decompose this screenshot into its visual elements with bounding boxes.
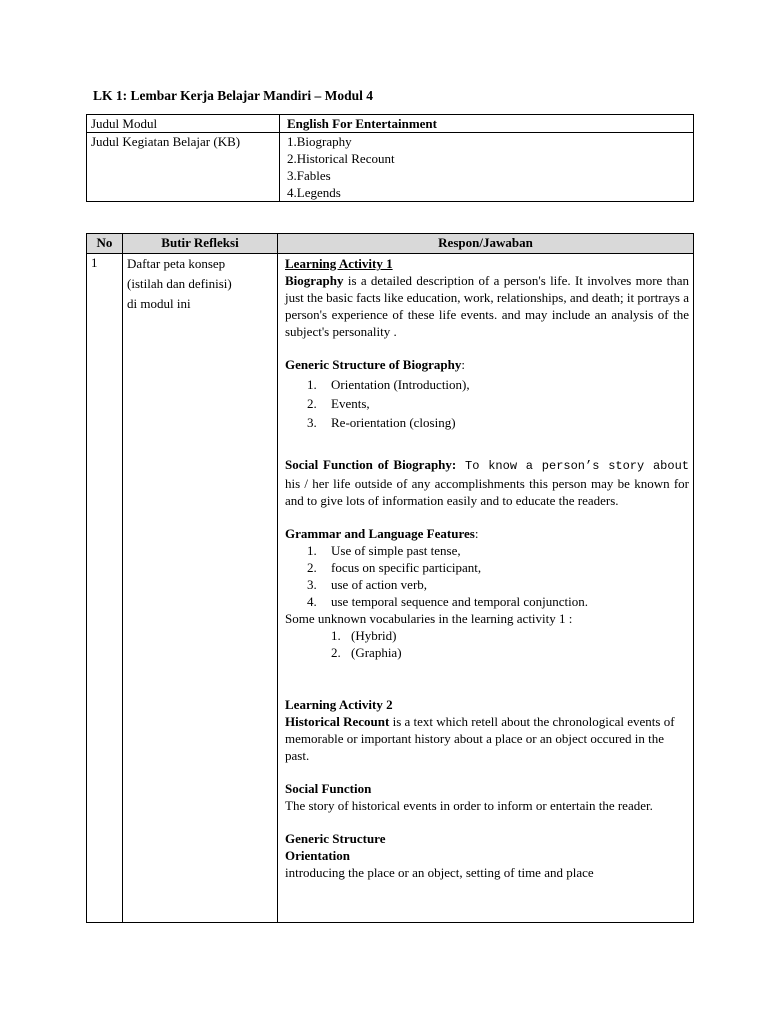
- social-text-mono: To know a person’s story about: [456, 459, 689, 473]
- recount-term: Historical Recount: [285, 714, 390, 729]
- kb-label: Judul Kegiatan Belajar (KB): [87, 133, 280, 202]
- kb-item: 1.Biography: [287, 134, 352, 149]
- list-item: 3. Re-orientation (closing): [307, 415, 456, 430]
- biography-term: Biography: [285, 273, 344, 288]
- list-item: 2. (Graphia): [331, 645, 402, 660]
- la2-social-heading: Social Function: [285, 781, 372, 796]
- page-title: LK 1: Lembar Kerja Belajar Mandiri – Modul 4: [93, 88, 373, 103]
- kb-item: 4.Legends: [287, 185, 341, 200]
- la2-structure-heading: Generic Structure: [285, 831, 386, 846]
- vocab-list: [285, 627, 689, 661]
- list-item-text: Re-orientation (closing): [331, 415, 456, 430]
- list-item: 1. (Hybrid): [331, 628, 397, 643]
- grammar-colon: :: [474, 526, 479, 541]
- reflection-table: [86, 233, 694, 923]
- la2-heading: Learning Activity 2: [285, 697, 393, 712]
- judul-modul-label: Judul Modul: [87, 115, 280, 133]
- header-butir: Butir Refleksi: [123, 234, 278, 254]
- list-item-text: focus on specific participant,: [331, 560, 482, 575]
- orientation-heading: Orientation: [285, 848, 350, 863]
- butir-line: (istilah dan definisi): [127, 276, 232, 291]
- list-item: 1. Orientation (Introduction),: [307, 377, 470, 392]
- butir-line: di modul ini: [127, 296, 191, 311]
- social-text: his / her life outside of any accomplishments this person may be known for and to give lots of information easily and to educate the readers.: [285, 476, 689, 508]
- judul-modul-value: English For Entertainment: [280, 115, 694, 133]
- list-item-text: use of action verb,: [331, 577, 428, 592]
- la2-social-text: The story of historical events in order to inform or entertain the reader.: [285, 798, 653, 813]
- list-item: 2. Events,: [307, 396, 370, 411]
- vocab-intro: Some unknown vocabularies in the learning activity 1 :: [285, 611, 573, 626]
- orientation-text: introducing the place or an object, setting of time and place: [285, 865, 594, 880]
- list-item: 1. Use of simple past tense,: [307, 543, 461, 558]
- response-cell: [278, 254, 694, 923]
- list-item-text: (Graphia): [351, 645, 402, 660]
- list-item: 3. use of action verb,: [307, 577, 428, 592]
- module-info-table: [86, 114, 694, 202]
- list-item: 4. use temporal sequence and temporal conjunction.: [307, 594, 589, 609]
- table-row: [87, 254, 694, 923]
- list-item: 2. focus on specific participant,: [307, 560, 482, 575]
- structure-list: [285, 375, 689, 432]
- biography-def-text: is a detailed description of a person's life. It involves more than just the basic facts like education, work, relationships, and death; it portrays a person's experience of these life events. and may include an analysis of the subject's personality .: [285, 273, 689, 339]
- list-item-text: Events,: [331, 396, 370, 411]
- recount-def-text: is a text which retell about the chronological events of memorable or important history about a place or an object occured in the past.: [285, 714, 675, 763]
- kb-list: [280, 133, 694, 202]
- kb-item: 2.Historical Recount: [287, 151, 395, 166]
- row-number: 1: [87, 254, 123, 923]
- header-row: [87, 234, 694, 254]
- list-item-text: Orientation (Introduction),: [331, 377, 470, 392]
- list-item-text: (Hybrid): [351, 628, 397, 643]
- list-item-text: Use of simple past tense,: [331, 543, 461, 558]
- biography-definition: [285, 272, 689, 340]
- kb-item: 3.Fables: [287, 168, 331, 183]
- table-row: [87, 133, 694, 202]
- grammar-heading: Grammar and Language Features: [285, 526, 475, 541]
- butir-cell: [123, 254, 278, 923]
- social-function-bio: [285, 456, 689, 509]
- header-no: No: [87, 234, 123, 254]
- recount-definition: [285, 713, 689, 764]
- header-respon: Respon/Jawaban: [278, 234, 694, 254]
- list-item-text: use temporal sequence and temporal conjunction.: [331, 594, 589, 609]
- table-row: [87, 115, 694, 133]
- social-heading: Social Function of Biography:: [285, 457, 457, 472]
- structure-colon: :: [461, 357, 465, 372]
- la1-heading: Learning Activity 1: [285, 256, 393, 271]
- butir-line: Daftar peta konsep: [127, 256, 226, 271]
- grammar-list: [285, 542, 689, 610]
- structure-heading: Generic Structure of Biography: [285, 357, 462, 372]
